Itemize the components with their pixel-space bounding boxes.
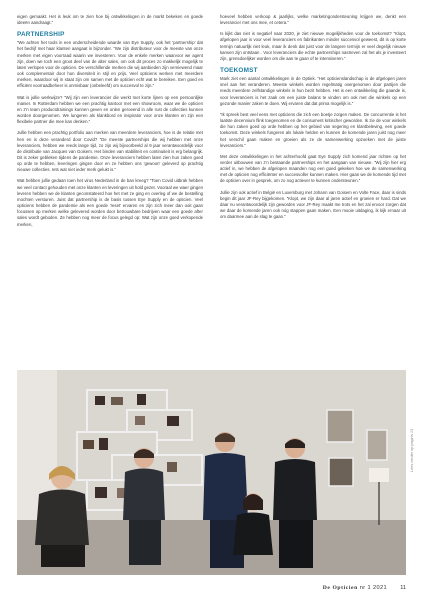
page-number: 11 bbox=[400, 585, 406, 591]
paragraph: Is kijkt das niet is negatief naar 2020, je ziet nieuwe mogelijkheden voor de toekomst? “Klopt, afgelopen jaar is voor veel leveranciers en fabrikanten minder succesvol geweest, dit is op korte termijn natuurlijk niet leuk, maar ik denk dat juist voor de langere termijn er veel degelijk nieuwe kansen zijn ontstaan . Voor leveranciers die echte partnerships nastreven zal het als je investeert zijn, grensdoelijker worden om die aan te gaan of te intensiveren.” bbox=[220, 31, 406, 61]
paragraph: Wat hebben jullie gedaan toen het virus Nederland in de ban kreeg? “Toen Covid uitbrak hebben we veel contact gehouden met onze klanten en leveringen uit hold gezet. Vooraal we waer gingen leveren hebben we de klanten geconstateerd hoe het met ze ging en overleg of we de bestelling mochten versturen. Juist dat partnership is de basis tussen Eye Supply en de opticien. Veel opticiens hebben de pandemie als een goede 'reset' ervaren en zijn zich meer dan ooit gaan focussen op merken welke gelevered worden door betrouwbare bedrijven waar een goede after sales wordt geboden. Ze hebben nog meer de focus gelegd op: Wat zijn onze goed verkopende merken, bbox=[17, 178, 203, 227]
paragraph: Mark ziet een aantal ontwikkelingen in de Optiek. “Het opticienslandschap is de afgelopen jaren snel aan het veranderen. Meeste winkels worden regelmatig overgenomen door partijen die reeds meerdere zelfstandige winkels in hun bezit hebben. Het is een ontwikkeling die gaande is, voor leveranciers is het zaak om een juiste balans te vinden om ook met die winkels op een gezonde manier zaken te doen. Wij ervaren dat dat prima mogelijk is.” bbox=[220, 76, 406, 106]
paragraph: “Ik spreek best veel eens met opticiens die zich een boetje zorgen maken. De concurrentie is het laatste decennium flink toegenomen en de consument kritischer geworden. Ik zie de voor winkels die hun zaken goed op orde hebben op het gebied van segering en klantbeleving, een goede toekomst. Deze winkels fungeren als lokale helden en kunnen de komende jaren juist nog meer het verschil gaan maken en groeien als ze de samenwerking opzoeken met de juiste leveranciers.” bbox=[220, 111, 406, 148]
section-heading-toekomst: TOEKOMST bbox=[220, 67, 258, 75]
team-photo bbox=[17, 370, 406, 575]
article-column-right bbox=[220, 14, 406, 225]
continue-caption: Lees verder op pagina 13 bbox=[410, 428, 414, 472]
paragraph: “We achten het tools in een onderscheidende waarde van Eye Supply, ook het ‘partnership’ dat het bedrijf met haar klanten aangaat is bijzonder. “We zijn distributeur voor de meeste van onze merken met eigen voorraad waarin we investeren. Voor de enkele merken waarvoor we agent zijn, doen we toch een groot deel van de alter sales, om ook dit proces zo makkelijk mogelijk te laten verlopen voor de opticien. De verschillende merken die wij aanbieden zijn verniewend maar ook complementair door hun diversiteit in stijl en prijs. Veel opticiens werken met meerdere merken, waardoor wij in staat zijn om samen met de opticien echt wat te bereiken. Een goed en efficiënt voorraadbeheer is onmisbaar (onbeleefd) om succesvol te zijn.” bbox=[17, 40, 203, 89]
paragraph: hoeveel hebben verkoop & jaarlijks, welke marketingondersteuning krijgen we, denkt een leverancier met ons mee, et cetera.” bbox=[220, 14, 406, 26]
paragraph: eigen gemaakt. Het is leuk om te zien hoe bij ontwikkelingen in de markt bekeken en goede ideeën aandraagt.” bbox=[17, 14, 203, 26]
paragraph: Met deze ontwikkelingen in het achterhoofd gaat Eye Supply zich komend jaar richten op het verder uitbouwen van z'n bestaande partnerships en het aangaan van nieuwe. “Wij zijn hier erg actief in, we hebben de afgelopen maanden nog een goed gekeken hoe we de samenwerking met de opticien nog efficiënter en succesvoller kunnen maken. Hier gaan we de komende tijd met de opticien over in gesprek, om zo nog actiever te kunnen ondersteunen.” bbox=[220, 153, 406, 184]
paragraph: Jullie zijn ook actief in België en Luxemburg met Johann van Goisem en Volte Face, daar is sinds begin dit jaar JF-Rey bijgekomen. “Klopt, we zijn daar al jaren actief en groeien er hard. Dat we daar nu verantwoordelijk zijn geworden voor JF-Rey maakt me trots en het zal ervoor zorgen dat we daar de komende jaren ook nóg stappen gaan maken. Een mooie uitdaging, ik kijk ernaar uit om daarmee aan de slag te gaan.” bbox=[220, 189, 406, 220]
paragraph: Jullie hebben een prachtig portfolio aan merken van meerdere leveranciers, hoe is de relatie met hen en is deze veranderd door Covid? “De meeste partnerships die wij hebben met onze leveranciers, hebben we reeds lange tijd, zo zijn wij bijvoorbeeld al 9 jaar verantwoordelijk voor de distributie van Jacques van Goisem. Het binden van stabiliteit en continuiteit is erg belangrijk. Dit is zeker gebleken tijdens de pandemie. Onze leveranciers hebben laten zien hun zaken goed op orde te hebben, leveringen gingen door en ze hebben ons 'gewoon' geleverd op prachtig nieuwe collecties. Iets wat niet ieder merk gelukt is.” bbox=[17, 130, 203, 173]
article-column-left bbox=[17, 14, 203, 233]
issue-number: nr 1 2021 bbox=[359, 585, 387, 591]
section-heading-partnership: PARTNERSHIP bbox=[17, 31, 65, 39]
page-footer bbox=[0, 585, 423, 595]
paragraph: Wat is jullie werkwijze? “Wij zijn een leverancier die werkt met korte lijnen op een persoonlijke manier. In Rotterdam hebben we een prachtig kantoor met een showroom, waar we de opticien en z'n team productdrainings kunnen geven en onlen geroeend in alle rust de collecties kunnen worden doorgenomen. We lungeren als klankbord en inspirator voor onze klanten en zijn een flexibele partner die mee kan denken.” bbox=[17, 94, 203, 125]
magazine-name: De Opticien bbox=[322, 585, 358, 591]
magazine-issue bbox=[323, 585, 387, 591]
